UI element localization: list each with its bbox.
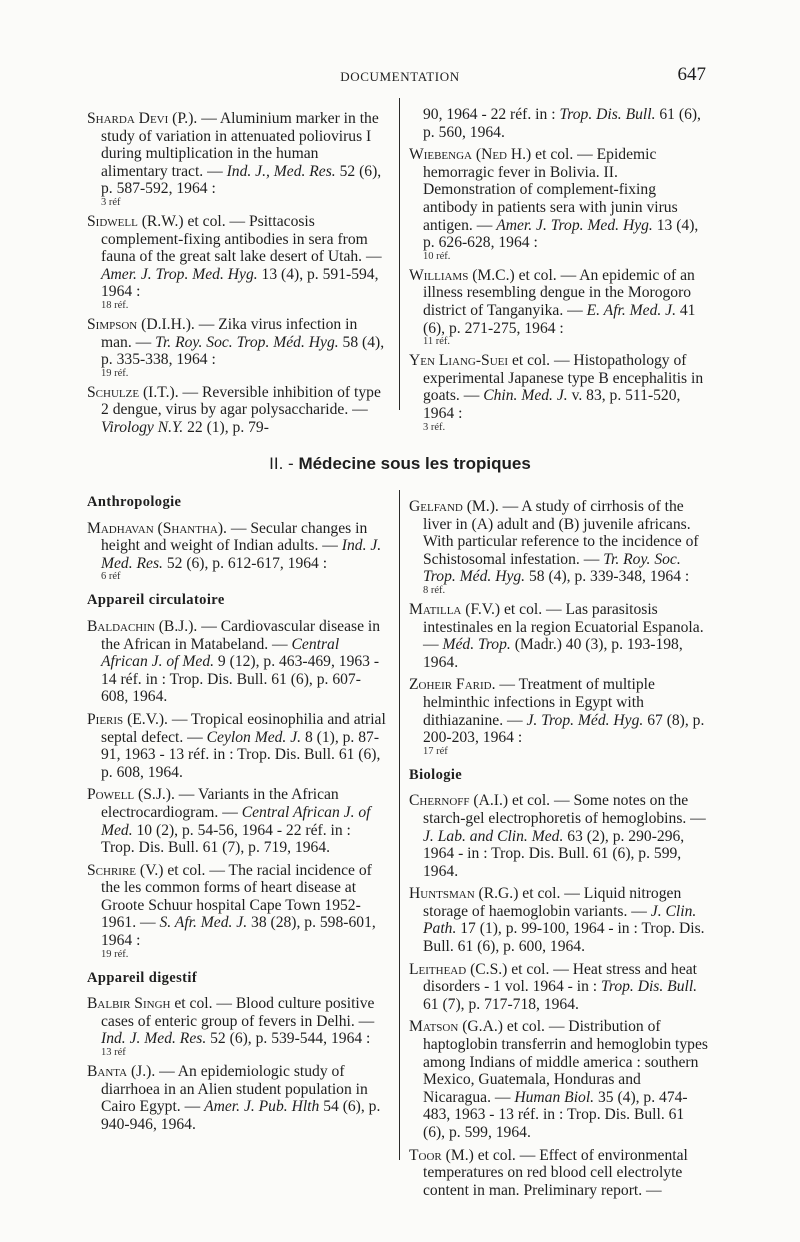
entry-author: Toor (M.)	[409, 1146, 474, 1164]
bottom-right-column	[409, 498, 709, 1204]
entry-tail: 54 (6), p. 940-946, 1964.	[101, 1098, 381, 1133]
entry-text	[87, 213, 387, 301]
entry-text	[87, 995, 387, 1048]
bibliography-entry	[87, 862, 387, 960]
entry-body: — An epidemiologic study of diarrhoea in an Alien student population in Cairo Egypt. —	[101, 1063, 368, 1116]
entry-tail: 52 (6), p. 539-544, 1964 :	[206, 1030, 371, 1048]
bibliography-entry	[409, 1147, 709, 1200]
entry-refs: 17 réf	[423, 745, 448, 757]
entry-body: — Aluminium marker in the study of variation in attenuated poliovirus I during multiplication in the human alimentary tract. —	[101, 110, 379, 180]
entry-source: Central African J. of Med.	[101, 635, 340, 671]
entry-source: Human Biol.	[514, 1088, 595, 1106]
entry-refs: 11 réf.	[423, 336, 451, 348]
entry-tail: 58 (4), p. 339-348, 1964 :	[525, 568, 690, 586]
entry-body: — Tropical eosinophilia and atrial septal defect. —	[101, 710, 386, 746]
entry-tail: 17 (1), p. 99-100, 1964 - in : Trop. Dis. Bull. 61 (6), p. 600, 1964.	[423, 920, 705, 956]
entry-source: Tr. Roy. Soc. Trop. Méd. Hyg.	[423, 550, 681, 586]
entry-source: Amer. J. Pub. Hlth	[204, 1098, 320, 1116]
entry-body: — A study of cirrhosis of the liver in (A) adult and (B) juvenile africans. With particular reference to the incidence of Schistosomal infestation. —	[423, 498, 699, 568]
entry-text	[87, 384, 387, 437]
entry-text	[87, 862, 387, 950]
category-heading: Anthropologie	[87, 494, 182, 510]
entry-refs: 18 réf.	[101, 299, 129, 311]
bibliography-entry	[87, 316, 387, 379]
entry-refs: 19 réf.	[101, 367, 129, 379]
entry-source: J. Trop. Méd. Hyg.	[526, 711, 644, 729]
entry-source: J. Clin. Path.	[423, 902, 697, 938]
entry-list	[409, 792, 709, 1199]
entry-source: Ceylon Med. J.	[206, 728, 302, 746]
entry-author: Schrire (V.)	[87, 861, 164, 879]
entry-source: Amer. J. Trop. Med. Hyg.	[101, 265, 258, 283]
bibliography-entry	[409, 601, 709, 671]
bibliography-entry	[409, 885, 709, 955]
entry-text	[409, 267, 709, 337]
bibliography-entry	[409, 792, 709, 880]
entry-refs: 19 réf.	[101, 948, 129, 960]
entry-refs: 10 réf.	[423, 250, 451, 262]
entry-body: et col. — An epidemic of an illness resembling dengue in the Morogoro district of Tanganyika. —	[423, 266, 695, 319]
entry-source: J. Lab. and Clin. Med.	[423, 827, 564, 845]
entry-author: Yen Liang-Suei	[409, 352, 509, 370]
entry-author: Chernoff (A.I.)	[409, 792, 509, 810]
entry-text	[409, 146, 709, 252]
running-head	[0, 64, 800, 90]
entry-author: Sidwell (R.W.)	[87, 212, 184, 230]
entry-body: et col. — Las parasitosis intestinales en la region Ecuatorial Espanola. —	[423, 600, 704, 654]
entry-tail: 41 (6), p. 271-275, 1964 :	[423, 301, 696, 337]
entry-source: Central African J. of Med.	[101, 803, 371, 839]
bibliography-entry	[87, 110, 387, 208]
section-heading	[0, 454, 800, 474]
entry-body: 90, 1964 - 22 réf. in :	[423, 106, 560, 123]
top-left-column	[87, 110, 387, 442]
entry-refs: 6 réf	[101, 571, 121, 583]
entry-author: Matson (G.A.)	[409, 1018, 503, 1036]
category-heading: Appareil circulatoire	[87, 592, 225, 609]
bibliography-entry	[87, 384, 387, 437]
section-number: II. -	[269, 454, 294, 473]
bibliography-entry	[87, 711, 387, 781]
entry-body: et col. — The racial incidence of the les common forms of heart disease at Groote Schuur hospital Cape Town 1952-1961. —	[101, 861, 372, 932]
entry-tail: 67 (8), p. 200-203, 1964 :	[423, 711, 705, 747]
entry-author: Pieris (E.V.).	[87, 710, 168, 728]
entry-author: Gelfand (M.).	[409, 498, 499, 515]
entry-body: et col. — Histopathology of experimental Japanese type B encephalitis in goats. —	[423, 352, 704, 405]
entry-text	[409, 961, 709, 1014]
entry-tail: v. 83, p. 511-520, 1964 :	[423, 387, 681, 422]
entry-source: E. Afr. Med. J.	[586, 301, 676, 319]
section-title: Médecine sous les tropiques	[298, 454, 531, 473]
entry-text	[409, 352, 709, 422]
entry-text	[409, 792, 709, 880]
entry-source: S. Afr. Med. J.	[159, 914, 248, 932]
top-right-column	[409, 106, 709, 438]
entry-source: Chin. Med. J.	[483, 387, 568, 405]
entry-source: Méd. Trop.	[442, 636, 511, 654]
entry-tail: 52 (6), p. 612-617, 1964 :	[162, 554, 328, 572]
entry-source: Ind. J. Med. Res.	[101, 537, 382, 572]
entry-text	[87, 520, 387, 573]
category-heading: Appareil digestif	[87, 969, 198, 986]
entry-tail: 13 (4), p. 626-628, 1964 :	[423, 216, 699, 252]
column-divider-top	[399, 98, 400, 410]
entry-refs: 13 réf	[101, 1047, 126, 1059]
entry-refs: 8 réf.	[423, 584, 446, 596]
page-number: 647	[677, 64, 706, 85]
entry-tail: (Madr.) 40 (3), p. 193-198, 1964.	[423, 636, 683, 671]
entry-source: Ind. J. Med. Res.	[101, 1030, 207, 1048]
entry-body: — Zika virus infection in man. —	[101, 315, 358, 351]
entry-body: et col. — Heat stress and heat disorders - 1 vol. 1964 - in :	[423, 960, 698, 996]
entry-list	[87, 618, 387, 960]
entry-author: Huntsman (R.G.)	[409, 885, 519, 903]
entry-tail: 38 (28), p. 598-601, 1964 :	[101, 914, 376, 950]
entry-author: Madhavan (Shantha).	[87, 519, 227, 537]
bibliography-entry	[409, 146, 709, 262]
entry-tail: 35 (4), p. 474-483, 1963 - 13 réf. in : Trop. Dis. Bull. 61 (6), p. 599, 1964.	[423, 1088, 688, 1141]
entry-text	[87, 1063, 387, 1133]
entry-body: et col. — Epidemic hemorragic fever in Bolivia. II. Demonstration of complement-fixing antibody in patients sera with junin virus antigen. —	[423, 146, 678, 234]
bibliography-entry	[87, 1063, 387, 1133]
entry-text	[409, 498, 709, 586]
entry-text	[409, 601, 709, 671]
entry-text	[87, 110, 387, 198]
bibliography-entry	[87, 786, 387, 856]
entry-source: Ind. J., Med. Res.	[226, 162, 336, 180]
continued-entry	[409, 106, 709, 141]
bibliography-entry	[87, 618, 387, 706]
entry-tail: 13 (4), p. 591-594, 1964 :	[101, 265, 379, 301]
entry-text	[87, 316, 387, 369]
entry-text	[409, 676, 709, 746]
entry-tail: 10 (2), p. 54-56, 1964 - 22 réf. in : Trop. Dis. Bull. 61 (7), p. 719, 1964.	[101, 821, 351, 857]
entry-list	[87, 995, 387, 1133]
bibliography-entry	[409, 1018, 709, 1141]
bibliography-entry	[409, 267, 709, 347]
bibliography-entry	[87, 213, 387, 311]
entry-body: et col. — Liquid nitrogen storage of haemoglobin variants. —	[423, 885, 682, 920]
entry-author: Williams (M.C.)	[409, 266, 515, 284]
entry-text	[87, 786, 387, 856]
entry-body: et col. — Some notes on the starch-gel electrophoretis of hemoglobins. —	[423, 792, 706, 827]
bibliography-entry	[87, 995, 387, 1058]
entry-author: Banta (J.).	[87, 1063, 156, 1081]
entry-source: Trop. Dis. Bull.	[601, 978, 698, 996]
entry-body: et col. — Effect of environmental temperatures on red blood cell electrolyte content in man. Preliminary report. —	[423, 1146, 688, 1199]
entry-author: Powell (S.J.).	[87, 786, 175, 804]
entry-body: — Treatment of multiple helminthic infections in Egypt with dithiazanine. —	[423, 676, 655, 729]
entry-author: Simpson (D.I.H.).	[87, 315, 195, 333]
bottom-left-column	[87, 494, 387, 1138]
running-title: DOCUMENTATION	[340, 69, 460, 84]
entry-text	[409, 1147, 709, 1200]
entry-text	[409, 885, 709, 955]
entry-tail: 63 (2), p. 290-296, 1964 - in : Trop. Dis. Bull. 61 (6), p. 599, 1964.	[423, 827, 685, 880]
entry-author: Balbir Singh	[87, 995, 171, 1013]
entry-list	[409, 498, 709, 757]
entry-text	[409, 1018, 709, 1141]
entry-text	[87, 618, 387, 706]
entry-text	[87, 711, 387, 781]
entry-author: Zoheir Farid.	[409, 676, 496, 694]
entry-tail: 8 (1), p. 87-91, 1963 - 13 réf. in : Trop. Dis. Bull. 61 (6), p. 608, 1964.	[101, 728, 381, 781]
entry-body: — Cardiovascular disease in the African in Matabeland. —	[101, 617, 381, 653]
entry-source: Tr. Roy. Soc. Trop. Méd. Hyg.	[155, 333, 339, 351]
bibliography-entry	[409, 352, 709, 432]
entry-list	[87, 520, 387, 583]
entry-author: Sharda Devi (P.).	[87, 110, 198, 127]
entry-body: et col. — Psittacosis complement-fixing antibodies in sera from fauna of the great salt lake desert of Utah. —	[101, 212, 382, 266]
entry-author: Leithead (C.S.)	[409, 960, 508, 978]
entry-body: — Secular changes in height and weight of Indian adults. —	[101, 519, 368, 555]
entry-tail: 58 (4), p. 335-338, 1964 :	[101, 333, 385, 369]
entry-tail: 61 (6), p. 560, 1964.	[423, 106, 701, 141]
entry-text	[409, 106, 709, 141]
entry-source: Trop. Dis. Bull.	[559, 106, 656, 123]
entry-refs: 3 réf.	[423, 421, 446, 433]
entry-tail: 9 (12), p. 463-469, 1963 - 14 réf. in : Trop. Dis. Bull. 61 (6), p. 607-608, 1964.	[101, 653, 380, 706]
bibliography-entry	[409, 498, 709, 596]
column-divider-bottom	[399, 490, 400, 1160]
bibliography-entry	[87, 520, 387, 583]
entry-body: et col. — Distribution of haptoglobin transferrin and hemoglobin types among Indians of middle america : southern Mexico, Guatemala, Honduras and Nicaragua. —	[423, 1018, 708, 1106]
entry-source: Amer. J. Trop. Med. Hyg.	[496, 216, 653, 234]
entry-author: Wiebenga (Ned H.)	[409, 146, 532, 164]
entry-author: Schulze (I.T.).	[87, 383, 179, 401]
entry-tail: 52 (6), p. 587-592, 1964 :	[101, 162, 382, 198]
entry-source: Virology N.Y.	[101, 418, 184, 436]
entry-tail: 22 (1), p. 79-	[183, 418, 269, 436]
bibliography-entry	[409, 676, 709, 756]
entry-author: Matilla (F.V.)	[409, 600, 501, 618]
entry-refs: 3 réf	[101, 196, 121, 208]
bibliography-entry	[409, 961, 709, 1014]
entry-body: — Reversible inhibition of type 2 dengue, virus by agar polysaccharide. —	[101, 383, 381, 419]
entry-list	[409, 146, 709, 432]
entry-tail: 61 (7), p. 717-718, 1964.	[423, 995, 579, 1013]
entry-author: Baldachin (B.J.).	[87, 617, 198, 635]
category-heading: Biologie	[409, 766, 463, 783]
entry-body: et col. — Blood culture positive cases of enteric group of fevers in Delhi. —	[101, 995, 375, 1030]
entry-body: — Variants in the African electrocardiogram. —	[101, 786, 339, 821]
